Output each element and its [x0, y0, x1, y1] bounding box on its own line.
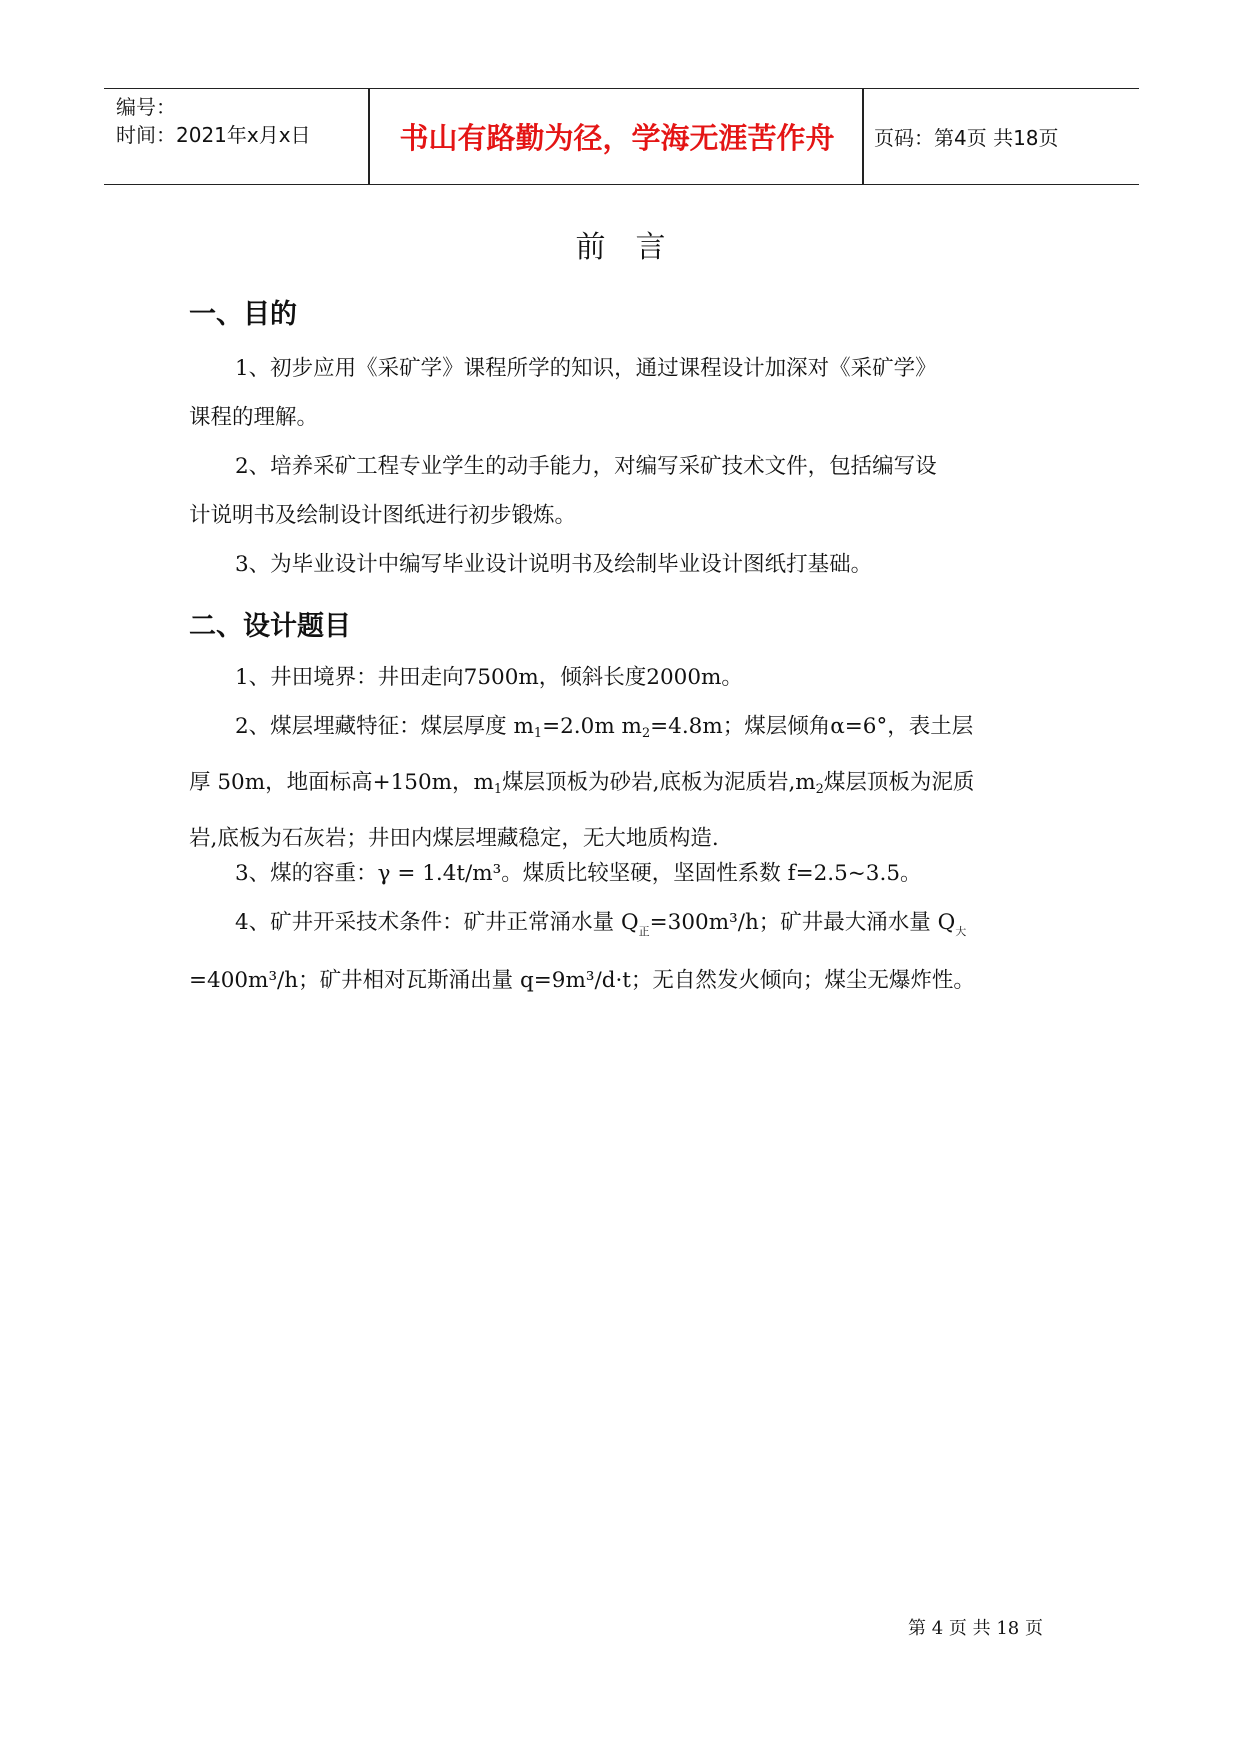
- purpose-paragraph-3: [189, 540, 1055, 589]
- design-p3-line1: 3、煤的容重：γ = 1.4t/m³。煤质比较坚硬，坚固性系数 f=2.5~3.5。: [235, 861, 922, 886]
- page-footer: 第 4 页 共 18 页: [908, 1618, 1043, 1639]
- design-p2-line3: 岩,底板为石灰岩；井田内煤层埋藏稳定，无大地质构造.: [189, 826, 719, 851]
- design-paragraph-3: [189, 849, 1055, 898]
- design-p4-line2: =400m³/h；矿井相对瓦斯涌出量 q=9m³/d·t；无自然发火倾向；煤尘无爆炸性。: [189, 968, 975, 993]
- purpose-p2-line1: 2、培养采矿工程专业学生的动手能力，对编写采矿技术文件，包括编写设: [235, 454, 937, 479]
- page-header: [104, 88, 1139, 185]
- design-p2-line2-b: 煤层顶板为砂岩,底板为泥质岩,m: [502, 770, 816, 795]
- design-p2-text-a: 2、煤层埋藏特征：煤层厚度 m: [235, 714, 534, 739]
- section-heading-purpose: 一、目的: [189, 299, 297, 330]
- purpose-p2-line2: 计说明书及绘制设计图纸进行初步锻炼。: [189, 503, 577, 528]
- subscript-2: 2: [815, 782, 824, 797]
- header-left: [116, 93, 311, 149]
- design-p1-line1: 1、井田境界：井田走向7500m，倾斜长度2000m。: [235, 665, 743, 690]
- design-p4-line1: [189, 898, 1055, 956]
- design-p2-line1: [189, 702, 1055, 758]
- section-heading-design-topic: 二、设计题目: [189, 611, 351, 642]
- design-p2-line2-c: 煤层顶板为泥质: [823, 770, 975, 795]
- purpose-paragraph-2: [189, 442, 1055, 540]
- design-p4-text-b: =300m³/h；矿井最大涌水量 Q: [649, 910, 956, 935]
- design-p2-line2: [189, 758, 1055, 814]
- purpose-p3-line1: 3、为毕业设计中编写毕业设计说明书及绘制毕业设计图纸打基础。: [235, 552, 873, 577]
- subscript-max: 大: [955, 925, 967, 938]
- subscript-1: 1: [533, 726, 543, 741]
- page-title: 前言: [575, 230, 696, 265]
- subscript-1: 1: [493, 782, 503, 797]
- design-p4-text-a: 4、矿井开采技术条件：矿井正常涌水量 Q: [235, 910, 639, 935]
- design-paragraph-4: [189, 898, 1055, 1005]
- purpose-paragraph-1: [189, 344, 1055, 442]
- subscript-2: 2: [641, 726, 651, 741]
- design-paragraph-1: [189, 653, 1055, 702]
- design-paragraph-2: [189, 702, 1055, 863]
- header-page-label: 页码：第4页 共18页: [874, 126, 1059, 150]
- design-p2-text-c: =4.8m；煤层倾角α=6°，表土层: [650, 714, 974, 739]
- purpose-p1-line2: 课程的理解。: [189, 405, 319, 430]
- design-p2-text-b: =2.0m m: [542, 714, 642, 739]
- document-number-label: 编号：: [116, 95, 176, 119]
- document-time-label: 时间：2021年x月x日: [116, 123, 311, 147]
- header-motto: 书山有路勤为径，学海无涯苦作舟: [399, 121, 835, 155]
- subscript-normal: 正: [638, 925, 650, 938]
- design-p2-line2-a: 厚 50m，地面标高+150m，m: [189, 770, 494, 795]
- purpose-p1-line1: 1、初步应用《采矿学》课程所学的知识，通过课程设计加深对《采矿学》: [235, 356, 937, 381]
- header-divider-right: [862, 89, 864, 184]
